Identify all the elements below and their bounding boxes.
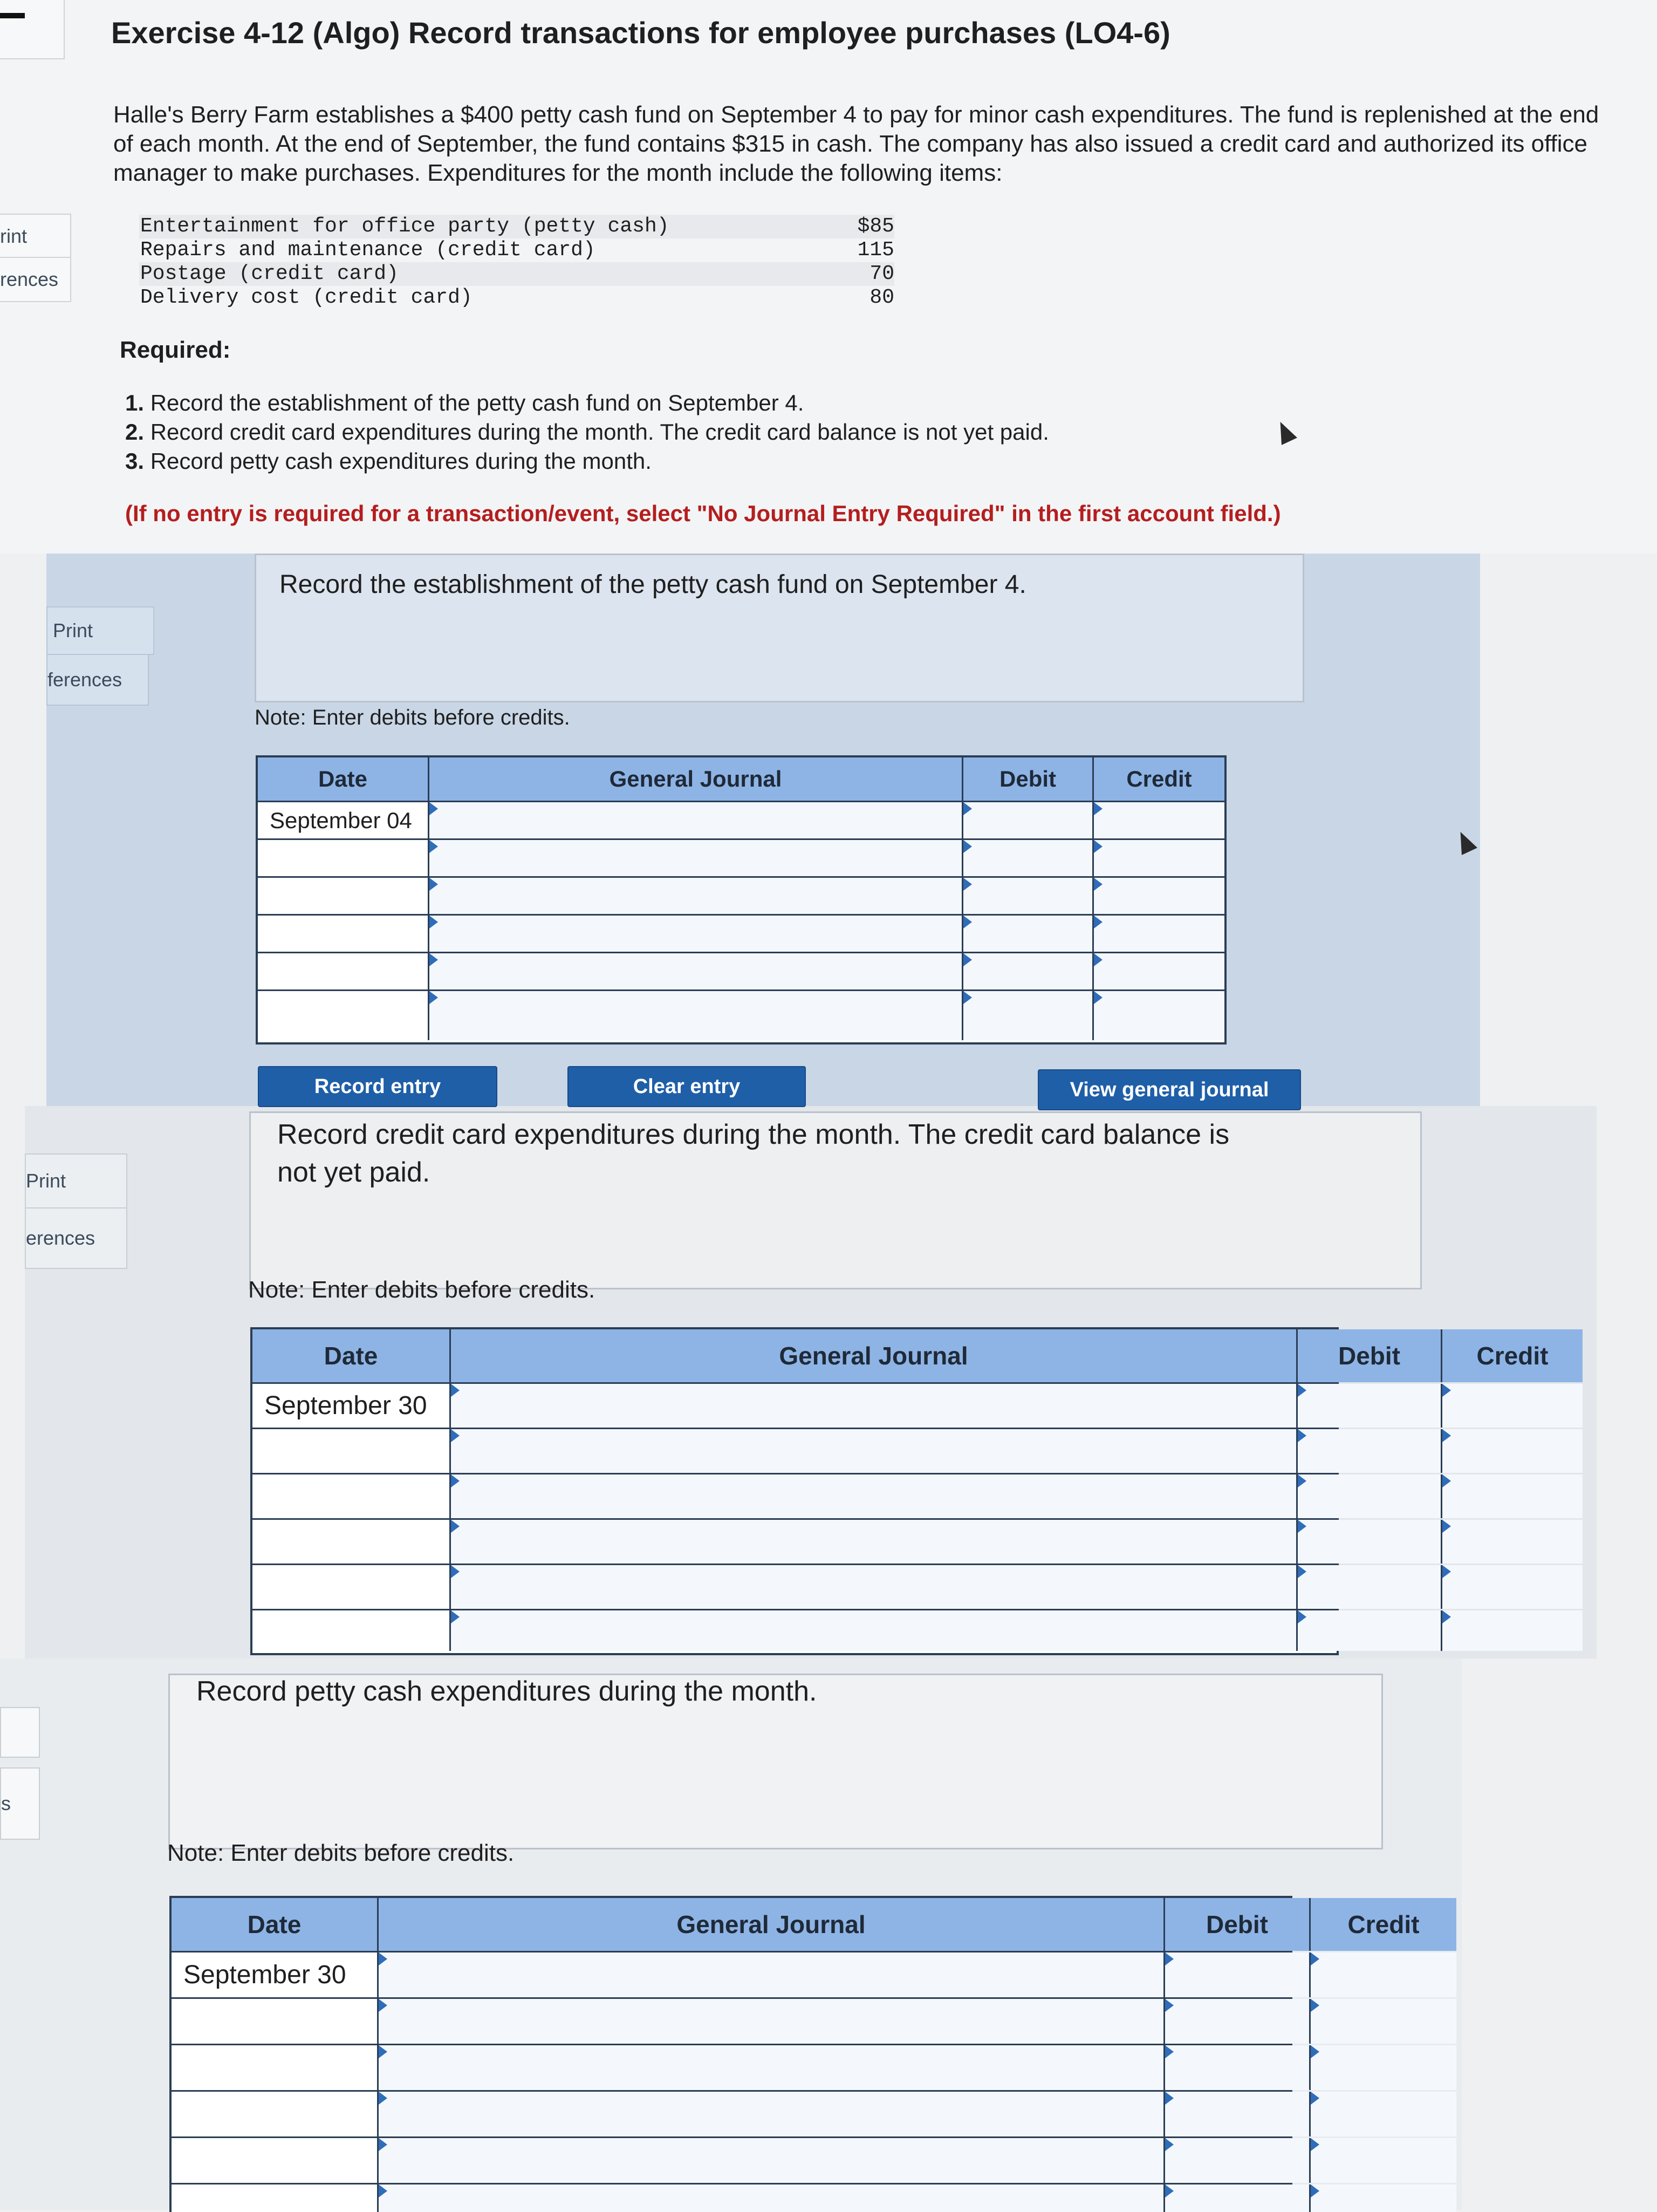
- journal-row: [172, 1997, 1290, 2044]
- column-header-debit: Debit: [963, 757, 1094, 801]
- account-field[interactable]: [379, 2092, 1165, 2136]
- debit-field[interactable]: [1165, 1952, 1311, 1997]
- credit-field[interactable]: [1442, 1384, 1583, 1428]
- dropdown-marker-icon: [429, 840, 438, 853]
- dropdown-marker-icon: [1298, 1520, 1306, 1533]
- dropdown-marker-icon: [1442, 1610, 1451, 1623]
- journal-row: [172, 1951, 1290, 1997]
- account-field[interactable]: [379, 2184, 1165, 2212]
- dropdown-marker-icon: [1298, 1429, 1306, 1442]
- date-cell[interactable]: [258, 916, 429, 952]
- debit-field[interactable]: [1298, 1474, 1442, 1518]
- dropdown-marker-icon: [1298, 1565, 1306, 1578]
- dropdown-marker-icon: [1298, 1474, 1306, 1487]
- journal-table: [169, 1896, 1420, 2212]
- credit-field[interactable]: [1311, 1952, 1456, 1997]
- dropdown-marker-icon: [963, 991, 972, 1004]
- dropdown-marker-icon: [1442, 1565, 1451, 1578]
- date-cell[interactable]: [172, 2138, 379, 2183]
- top-left-dash: [0, 13, 25, 18]
- dropdown-marker-icon: [1442, 1520, 1451, 1533]
- required-list: [125, 388, 1528, 476]
- required-label: Required:: [120, 337, 231, 363]
- account-field[interactable]: [451, 1474, 1298, 1518]
- column-header-date: Date: [172, 1898, 379, 1951]
- column-header-debit: Debit: [1165, 1898, 1311, 1951]
- credit-field[interactable]: [1094, 916, 1224, 952]
- dropdown-marker-icon: [1094, 991, 1103, 1004]
- journal-row: [258, 838, 1224, 876]
- journal-row: [252, 1564, 1337, 1609]
- credit-field[interactable]: [1442, 1520, 1583, 1564]
- account-field[interactable]: [451, 1384, 1298, 1428]
- debit-field[interactable]: [1298, 1610, 1442, 1651]
- journal-row: [258, 914, 1224, 952]
- dropdown-marker-icon: [1442, 1474, 1451, 1487]
- dropdown-marker-icon: [1311, 2092, 1319, 2105]
- credit-field[interactable]: [1311, 2138, 1456, 2183]
- account-field[interactable]: [429, 991, 963, 1040]
- debit-field[interactable]: [1165, 2045, 1311, 2090]
- credit-field[interactable]: [1311, 2092, 1456, 2136]
- item-amount: $85: [857, 215, 894, 238]
- credit-field[interactable]: [1442, 1474, 1583, 1518]
- column-header-general-journal: General Journal: [451, 1329, 1298, 1382]
- date-cell: September 30: [172, 1952, 379, 1997]
- credit-field[interactable]: [1442, 1610, 1583, 1651]
- journal-row: [252, 1382, 1337, 1428]
- account-field[interactable]: [451, 1610, 1298, 1651]
- date-cell[interactable]: [258, 991, 429, 1040]
- credit-field[interactable]: [1442, 1565, 1583, 1609]
- credit-field[interactable]: [1094, 991, 1224, 1040]
- dropdown-marker-icon: [429, 878, 438, 891]
- journal-row: [252, 1518, 1337, 1564]
- column-header-date: Date: [258, 757, 429, 801]
- dropdown-marker-icon: [1442, 1429, 1451, 1442]
- dropdown-marker-icon: [963, 840, 972, 853]
- date-cell[interactable]: [258, 878, 429, 914]
- dropdown-marker-icon: [379, 2184, 387, 2197]
- date-cell[interactable]: [252, 1610, 451, 1651]
- credit-field[interactable]: [1311, 2184, 1456, 2212]
- debit-field[interactable]: [1165, 2138, 1311, 2183]
- journal-row: [258, 876, 1224, 914]
- references-tab[interactable]: ferences: [46, 654, 149, 706]
- date-cell[interactable]: [252, 1520, 451, 1564]
- dropdown-marker-icon: [379, 2138, 387, 2151]
- date-cell[interactable]: [252, 1565, 451, 1609]
- debit-field[interactable]: [963, 840, 1094, 876]
- credit-field[interactable]: [1311, 2045, 1456, 2090]
- references-tab[interactable]: rences: [0, 257, 71, 302]
- view-general-journal-button[interactable]: View general journal: [1038, 1069, 1301, 1110]
- column-header-debit: Debit: [1298, 1329, 1442, 1382]
- column-header-credit: Credit: [1094, 757, 1224, 801]
- dropdown-marker-icon: [1165, 2184, 1174, 2197]
- required-item: 2. Record credit card expenditures during the month. The credit card balance is not yet paid.: [125, 419, 1049, 445]
- debit-field[interactable]: [963, 802, 1094, 838]
- expenditure-row: [139, 262, 894, 286]
- debit-field[interactable]: [963, 916, 1094, 952]
- debit-field[interactable]: [1298, 1520, 1442, 1564]
- required-item: 1. Record the establishment of the petty cash fund on September 4.: [125, 390, 804, 415]
- item-amount: 80: [869, 286, 894, 309]
- account-field[interactable]: [451, 1565, 1298, 1609]
- account-field[interactable]: [429, 802, 963, 838]
- debit-field[interactable]: [1298, 1565, 1442, 1609]
- debit-field[interactable]: [963, 953, 1094, 989]
- date-cell[interactable]: [258, 953, 429, 989]
- expenditure-row: [139, 286, 894, 310]
- expenditure-row: [139, 238, 894, 262]
- debit-field[interactable]: [963, 878, 1094, 914]
- account-field[interactable]: [429, 878, 963, 914]
- credit-field[interactable]: [1311, 1999, 1456, 2044]
- credit-field[interactable]: [1442, 1429, 1583, 1473]
- date-cell[interactable]: [172, 2092, 379, 2136]
- dropdown-marker-icon: [379, 1952, 387, 1965]
- column-header-general-journal: General Journal: [379, 1898, 1165, 1951]
- section-heading-line: Record credit card expenditures during the month. The credit card balance is: [277, 1119, 1230, 1150]
- date-cell[interactable]: [258, 840, 429, 876]
- account-field[interactable]: [451, 1429, 1298, 1473]
- item-label: Entertainment for office party (petty cash): [140, 215, 669, 238]
- credit-field[interactable]: [1094, 878, 1224, 914]
- dropdown-marker-icon: [451, 1610, 460, 1623]
- section-heading: Record petty cash expenditures during the month.: [196, 1676, 817, 1707]
- dropdown-marker-icon: [1094, 878, 1103, 891]
- dropdown-marker-icon: [379, 1999, 387, 2012]
- journal-table: [250, 1327, 1549, 1655]
- item-amount: 70: [869, 262, 894, 285]
- dropdown-marker-icon: [429, 916, 438, 929]
- dropdown-marker-icon: [1311, 2184, 1319, 2197]
- account-field[interactable]: [379, 2045, 1165, 2090]
- dropdown-marker-icon: [451, 1384, 460, 1397]
- section-heading-line: not yet paid.: [277, 1157, 430, 1188]
- account-field[interactable]: [451, 1520, 1298, 1564]
- dropdown-marker-icon: [1094, 840, 1103, 853]
- debit-field[interactable]: [1298, 1384, 1442, 1428]
- journal-row: [258, 989, 1224, 1040]
- dropdown-marker-icon: [429, 953, 438, 966]
- dropdown-marker-icon: [963, 878, 972, 891]
- debit-field[interactable]: [1298, 1429, 1442, 1473]
- item-label: Repairs and maintenance (credit card): [140, 238, 595, 262]
- dropdown-marker-icon: [1311, 1952, 1319, 1965]
- note-text: Note: Enter debits before credits.: [248, 1276, 595, 1303]
- journal-row: [172, 2183, 1290, 2212]
- dropdown-marker-icon: [1442, 1384, 1451, 1397]
- dropdown-marker-icon: [429, 802, 438, 815]
- column-header-credit: Credit: [1311, 1898, 1456, 1951]
- required-item: 3. Record petty cash expenditures during the month.: [125, 448, 652, 474]
- dropdown-marker-icon: [1165, 2138, 1174, 2151]
- journal-row: [258, 952, 1224, 989]
- debit-field[interactable]: [1165, 2092, 1311, 2136]
- record-entry-button[interactable]: Record entry: [258, 1066, 497, 1107]
- account-field[interactable]: [429, 916, 963, 952]
- dropdown-marker-icon: [1311, 2138, 1319, 2151]
- expenditure-table: [139, 215, 894, 310]
- column-header-date: Date: [252, 1329, 451, 1382]
- dropdown-marker-icon: [429, 991, 438, 1004]
- column-header-general-journal: General Journal: [429, 757, 963, 801]
- column-header-credit: Credit: [1442, 1329, 1583, 1382]
- journal-row: [172, 2044, 1290, 2090]
- item-label: Delivery cost (credit card): [140, 286, 473, 309]
- dropdown-marker-icon: [1165, 1999, 1174, 2012]
- dropdown-marker-icon: [963, 802, 972, 815]
- print-tab[interactable]: rint: [0, 214, 71, 259]
- dropdown-marker-icon: [1094, 802, 1103, 815]
- dropdown-marker-icon: [1165, 1952, 1174, 1965]
- journal-row: [252, 1609, 1337, 1651]
- date-cell[interactable]: [252, 1474, 451, 1518]
- dropdown-marker-icon: [1298, 1384, 1306, 1397]
- credit-field[interactable]: [1094, 802, 1224, 838]
- debit-field[interactable]: [963, 991, 1094, 1040]
- instruction-text: (If no entry is required for a transaction/event, select "No Journal Entry Required" in the first account field.): [125, 501, 1281, 526]
- journal-row: [252, 1428, 1337, 1473]
- clear-entry-button[interactable]: Clear entry: [567, 1066, 806, 1107]
- account-field[interactable]: [379, 1952, 1165, 1997]
- page-title: Exercise 4-12 (Algo) Record transactions for employee purchases (LO4-6): [111, 16, 1170, 50]
- dropdown-marker-icon: [451, 1520, 460, 1533]
- journal-row: [172, 2136, 1290, 2183]
- references-tab[interactable]: erences: [25, 1207, 127, 1269]
- dropdown-marker-icon: [1094, 916, 1103, 929]
- section-heading: Record the establishment of the petty cash fund on September 4.: [279, 570, 1026, 599]
- dropdown-marker-icon: [1165, 2092, 1174, 2105]
- item-amount: 115: [857, 238, 894, 262]
- note-text: Note: Enter debits before credits.: [255, 706, 570, 729]
- dropdown-marker-icon: [1311, 1999, 1319, 2012]
- dropdown-marker-icon: [963, 953, 972, 966]
- credit-field[interactable]: [1094, 840, 1224, 876]
- problem-description: Halle's Berry Farm establishes a $400 petty cash fund on September 4 to pay for minor cash expenditures. The fund is replenished at the end of each month. At the end of September, the fund contains $315 in cash. The company has also issued a credit card and authorized its office manager to make purchases. Expenditures for the month include the following items:: [113, 101, 1599, 186]
- date-cell[interactable]: [172, 2184, 379, 2212]
- dropdown-marker-icon: [451, 1474, 460, 1487]
- dropdown-marker-icon: [379, 2092, 387, 2105]
- dropdown-marker-icon: [451, 1565, 460, 1578]
- note-text: Note: Enter debits before credits.: [167, 1840, 515, 1866]
- debit-field[interactable]: [1165, 1999, 1311, 2044]
- print-tab[interactable]: Print: [25, 1153, 127, 1209]
- date-cell[interactable]: [172, 1999, 379, 2044]
- date-cell: September 04: [258, 802, 429, 838]
- expenditure-row: [139, 215, 894, 238]
- dropdown-marker-icon: [1165, 2045, 1174, 2058]
- date-cell: September 30: [252, 1384, 451, 1428]
- dropdown-marker-icon: [1298, 1610, 1306, 1623]
- dropdown-marker-icon: [1311, 2045, 1319, 2058]
- date-cell[interactable]: [172, 2045, 379, 2090]
- dropdown-marker-icon: [963, 916, 972, 929]
- account-field[interactable]: [429, 953, 963, 989]
- section-heading: [277, 1116, 1410, 1191]
- credit-field[interactable]: [1094, 953, 1224, 989]
- print-tab[interactable]: [0, 1707, 40, 1758]
- account-field[interactable]: [379, 1999, 1165, 2044]
- journal-row: [252, 1473, 1337, 1518]
- journal-table: [256, 755, 1227, 1044]
- dropdown-marker-icon: [379, 2045, 387, 2058]
- dropdown-marker-icon: [451, 1429, 460, 1442]
- account-field[interactable]: [429, 840, 963, 876]
- journal-row: [258, 801, 1224, 838]
- references-tab[interactable]: s: [0, 1767, 40, 1840]
- account-field[interactable]: [379, 2138, 1165, 2183]
- print-tab[interactable]: Print: [46, 606, 154, 655]
- debit-field[interactable]: [1165, 2184, 1311, 2212]
- dropdown-marker-icon: [1094, 953, 1103, 966]
- date-cell[interactable]: [252, 1429, 451, 1473]
- top-left-tab: [0, 0, 65, 59]
- journal-row: [172, 2090, 1290, 2136]
- item-label: Postage (credit card): [140, 262, 399, 285]
